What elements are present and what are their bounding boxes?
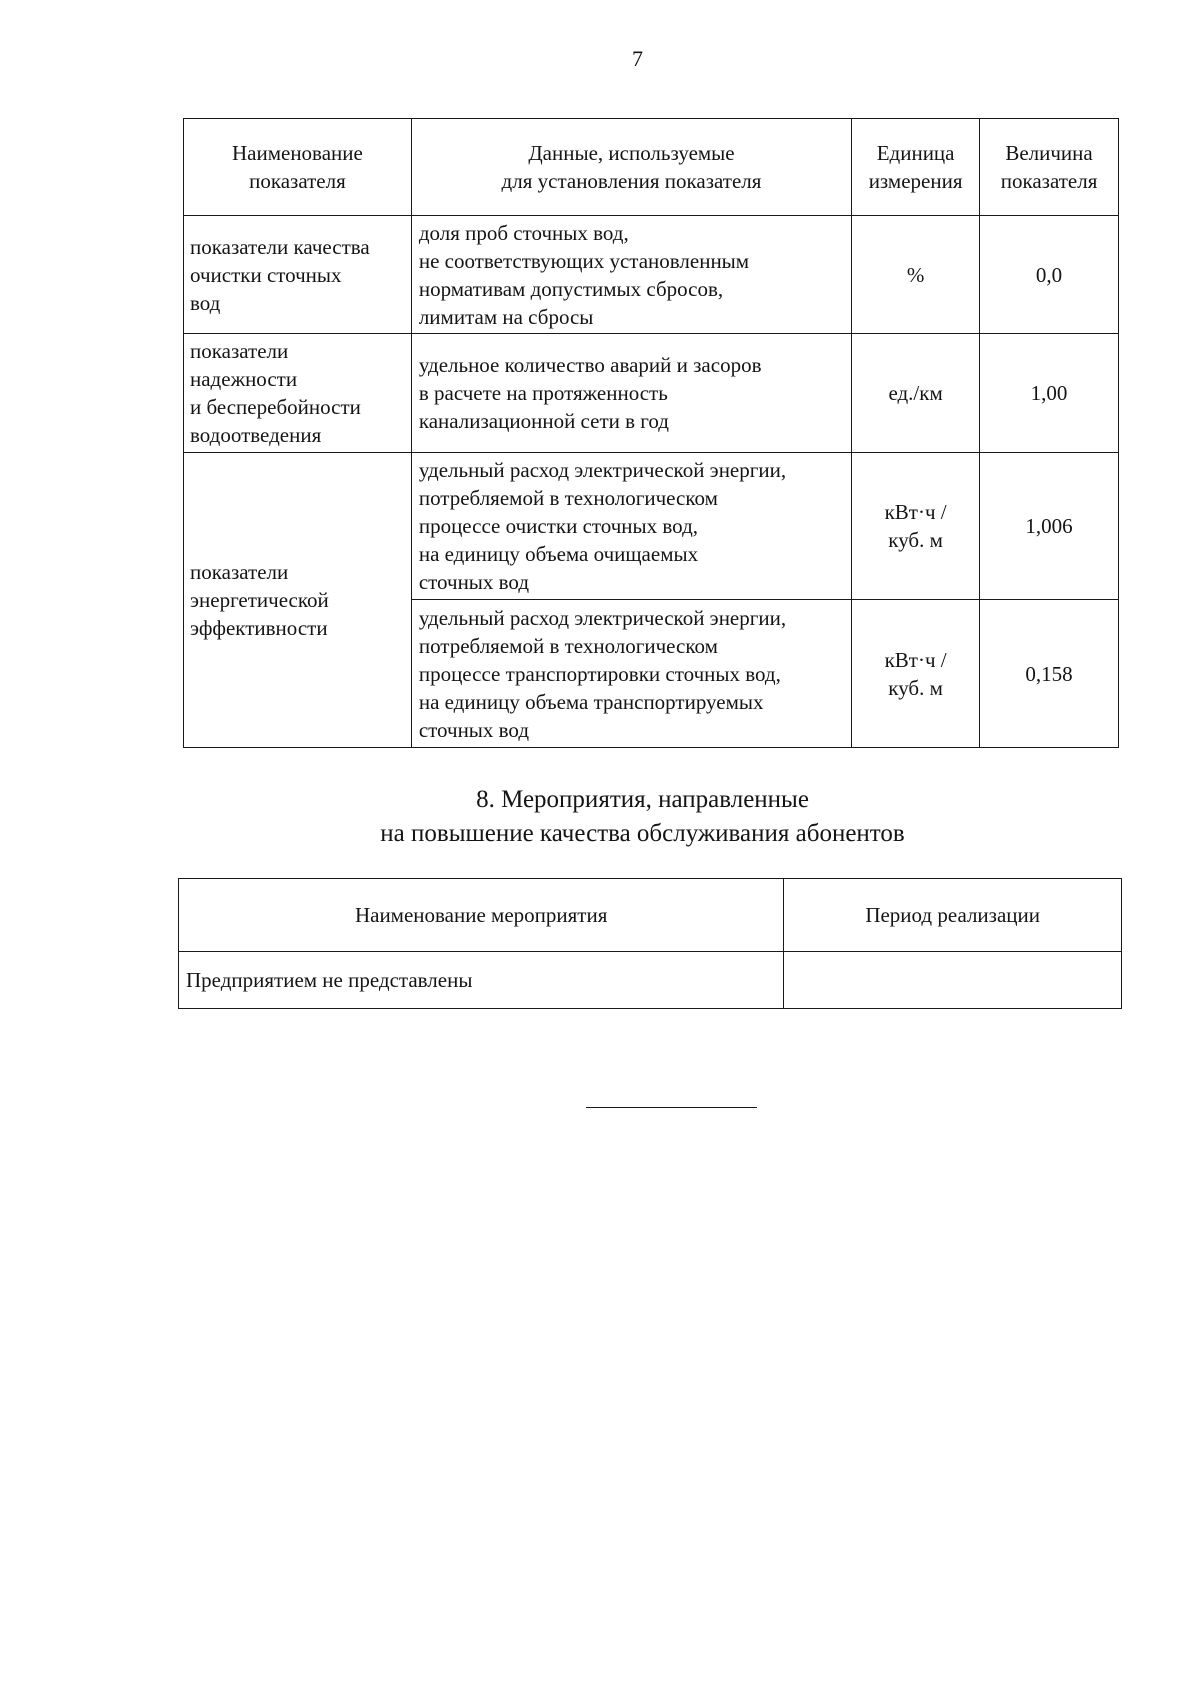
table-row: [184, 453, 1119, 600]
table-header-row: [179, 879, 1122, 952]
source-data-cell: [411, 600, 851, 748]
table-row: [179, 952, 1122, 1009]
source-data-cell: [411, 216, 851, 334]
section-title: [0, 783, 1200, 851]
indicator-name-cell: [184, 334, 412, 453]
value: 0,0: [1035, 262, 1063, 287]
page-number: 7: [632, 46, 643, 71]
indicator-name: показатели качества очистки сточных вод: [190, 234, 370, 315]
indicators-table: [183, 118, 1119, 748]
implementation-period-cell: [784, 952, 1122, 1009]
header-source-data: [411, 119, 851, 216]
unit-cell: [852, 453, 980, 600]
value-cell: [980, 600, 1119, 748]
value: 1,006: [1025, 514, 1073, 538]
measure-name-cell: Предприятием не представлены: [179, 952, 784, 1009]
source-data: удельное количество аварий и засоров в расчете на протяженность канализационной сети в год: [418, 353, 762, 433]
table-row: [184, 334, 1119, 453]
unit: ед./км: [888, 381, 943, 405]
unit: кВт·ч / куб. м: [884, 500, 947, 552]
indicator-name: показатели надежности и бесперебойности водоотведения: [190, 339, 361, 447]
value: 1,00: [1030, 381, 1068, 405]
value-cell: [980, 216, 1119, 334]
source-data-cell: [411, 453, 851, 600]
header-measure-name: Наименование мероприятия: [179, 879, 784, 952]
header-text: Данные, используемые для установления показателя: [501, 141, 762, 193]
unit-cell: [852, 334, 980, 453]
indicator-name-cell: [184, 453, 412, 748]
indicator-name-cell: [184, 216, 412, 334]
value-cell: [980, 453, 1119, 600]
end-of-document-rule: [586, 1107, 757, 1108]
header-text: Величина показателя: [1000, 141, 1098, 193]
header-indicator-name: [184, 119, 412, 216]
unit-cell: [852, 216, 980, 334]
source-data: удельный расход электрической энергии, потребляемой в технологическом процессе очистки сточных вод, на единицу объема очищаемых сточных вод: [418, 458, 787, 594]
value: 0,158: [1025, 661, 1073, 686]
section-title-text: 8. Мероприятия, направленные на повышение качества обслуживания абонентов: [380, 786, 905, 847]
source-data: удельный расход электрической энергии, потребляемой в технологическом процессе транспортировки сточных вод, на единицу объема транспортируемых сточных вод: [418, 605, 787, 742]
source-data: доля проб сточных вод, не соответствующих установленным нормативам допустимых сбросов, лимитам на сбросы: [418, 220, 750, 329]
table-row: [184, 216, 1119, 334]
header-implementation-period: Период реализации: [784, 879, 1122, 952]
unit-cell: [852, 600, 980, 748]
table-header-row: [184, 119, 1119, 216]
measures-table: [178, 878, 1122, 1009]
unit: кВт·ч / куб. м: [884, 647, 947, 700]
header-text: Единица измерения: [868, 141, 963, 193]
header-unit: [852, 119, 980, 216]
header-text: Наименование показателя: [231, 141, 363, 193]
header-value: [980, 119, 1119, 216]
source-data-cell: [411, 334, 851, 453]
indicator-name: показатели энергетической эффективности: [190, 560, 329, 640]
unit: %: [906, 262, 925, 287]
value-cell: [980, 334, 1119, 453]
